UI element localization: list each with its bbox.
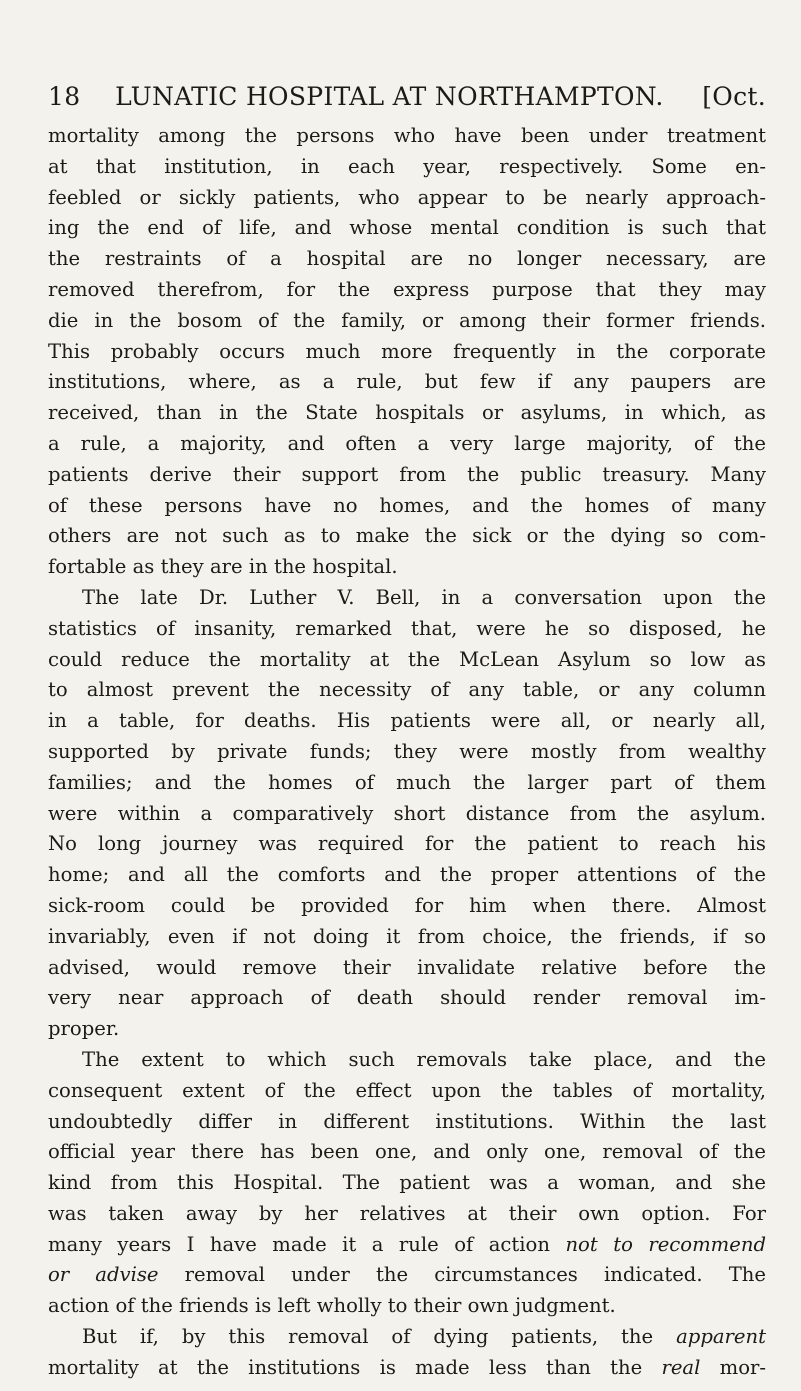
line-text: a rule, a majority, and often a very large majority, of the	[48, 431, 766, 455]
italic-phrase: or advise	[48, 1263, 159, 1287]
text-line	[48, 491, 766, 522]
line-text: But if, by this removal of dying patients, the	[82, 1325, 677, 1349]
text-line	[48, 398, 766, 429]
text-line	[48, 645, 766, 676]
text-line	[48, 1199, 766, 1230]
line-text: in a table, for deaths. His patients were all, or nearly all,	[48, 709, 766, 733]
line-text: received, than in the State hospitals or asylums, in which, as	[48, 401, 766, 425]
text-line	[48, 1014, 766, 1045]
book-page	[48, 82, 766, 1384]
line-text: many years I have made it a rule of action	[48, 1232, 566, 1256]
line-text: action of the friends is left wholly to their own judgment.	[48, 1294, 616, 1318]
line-text: home; and all the comforts and the proper attentions of the	[48, 863, 766, 887]
line-text: advised, would remove their invalidate relative before the	[48, 955, 766, 979]
line-text: invariably, even if not doing it from choice, the friends, if so	[48, 924, 766, 948]
line-text: patients derive their support from the public treasury. Many	[48, 462, 766, 486]
line-text: statistics of insanity, remarked that, were he so disposed, he	[48, 616, 766, 640]
text-line	[48, 521, 766, 552]
line-text: removal under the circumstances indicated. The	[158, 1263, 766, 1287]
text-line	[48, 799, 766, 830]
text-line	[48, 614, 766, 645]
line-text: the restraints of a hospital are no longer necessary, are	[48, 247, 766, 271]
line-text: fortable as they are in the hospital.	[48, 555, 398, 579]
text-line	[48, 337, 766, 368]
text-line	[48, 121, 766, 152]
text-line	[48, 706, 766, 737]
line-text: mortality among the persons who have been under treatment	[48, 124, 766, 147]
line-text: to almost prevent the necessity of any table, or any column	[48, 678, 766, 702]
italic-phrase: not to recommend	[565, 1232, 766, 1256]
italic-phrase: apparent	[676, 1325, 766, 1349]
text-line	[48, 675, 766, 706]
text-line	[48, 737, 766, 768]
line-tail: mor-	[700, 1355, 766, 1379]
line-text: of these persons have no homes, and the homes of many	[48, 493, 766, 517]
line-text: undoubtedly differ in different institutions. Within the last	[48, 1109, 766, 1133]
text-line	[48, 768, 766, 799]
line-text: others are not such as to make the sick or the dying so com-	[48, 524, 766, 548]
date-mark: [Oct.	[702, 82, 766, 111]
line-text: was taken away by her relatives at their own option. For	[48, 1201, 766, 1225]
text-line	[48, 922, 766, 953]
line-text: official year there has been one, and only one, removal of the	[48, 1140, 766, 1164]
text-line	[48, 1353, 766, 1384]
line-text: die in the bosom of the family, or among their former friends.	[48, 308, 766, 332]
line-text: kind from this Hospital. The patient was a woman, and she	[48, 1171, 766, 1195]
text-line	[48, 583, 766, 614]
line-text: The extent to which such removals take place, and the	[82, 1047, 766, 1071]
body-text	[48, 121, 766, 1384]
line-text: No long journey was required for the patient to reach his	[48, 832, 766, 856]
text-line	[48, 953, 766, 984]
text-line	[48, 152, 766, 183]
line-text: The late Dr. Luther V. Bell, in a conversation upon the	[82, 585, 766, 609]
text-line	[48, 1230, 766, 1261]
line-text: This probably occurs much more frequently in the corporate	[48, 339, 766, 363]
line-text: feebled or sickly patients, who appear to be nearly approach-	[48, 185, 766, 209]
text-line	[48, 183, 766, 214]
text-line	[48, 1137, 766, 1168]
text-line	[48, 891, 766, 922]
running-title: LUNATIC HOSPITAL AT NORTHAMPTON.	[115, 82, 664, 111]
text-line	[48, 1168, 766, 1199]
page-number: 18	[48, 82, 81, 111]
line-text: very near approach of death should render removal im-	[48, 986, 766, 1010]
italic-phrase: real	[661, 1355, 701, 1379]
text-line	[48, 829, 766, 860]
text-line	[48, 860, 766, 891]
line-text: institutions, where, as a rule, but few if any paupers are	[48, 370, 766, 394]
line-text: consequent extent of the effect upon the tables of mortality,	[48, 1078, 766, 1102]
text-line	[48, 275, 766, 306]
line-text: mortality at the institutions is made less than the	[48, 1355, 662, 1379]
line-text: ing the end of life, and whose mental condition is such that	[48, 216, 766, 240]
text-line	[48, 552, 766, 583]
line-text: could reduce the mortality at the McLean Asylum so low as	[48, 647, 766, 671]
line-text: proper.	[48, 1017, 120, 1041]
text-line	[48, 460, 766, 491]
text-line	[48, 1076, 766, 1107]
text-line	[48, 983, 766, 1014]
line-text: sick-room could be provided for him when there. Almost	[48, 893, 766, 917]
line-text: supported by private funds; they were mostly from wealthy	[48, 739, 766, 763]
text-line	[48, 429, 766, 460]
text-line	[48, 213, 766, 244]
running-head	[48, 82, 766, 112]
text-line	[48, 1107, 766, 1138]
text-line	[48, 306, 766, 337]
line-text: families; and the homes of much the larger part of them	[48, 770, 766, 794]
line-text: were within a comparatively short distance from the asylum.	[48, 801, 766, 825]
text-line	[48, 367, 766, 398]
text-line	[48, 244, 766, 275]
text-line	[48, 1260, 766, 1291]
text-line	[48, 1045, 766, 1076]
text-line	[48, 1291, 766, 1322]
line-text: removed therefrom, for the express purpose that they may	[48, 277, 766, 301]
text-line	[48, 1322, 766, 1353]
line-text: at that institution, in each year, respectively. Some en-	[48, 154, 766, 178]
